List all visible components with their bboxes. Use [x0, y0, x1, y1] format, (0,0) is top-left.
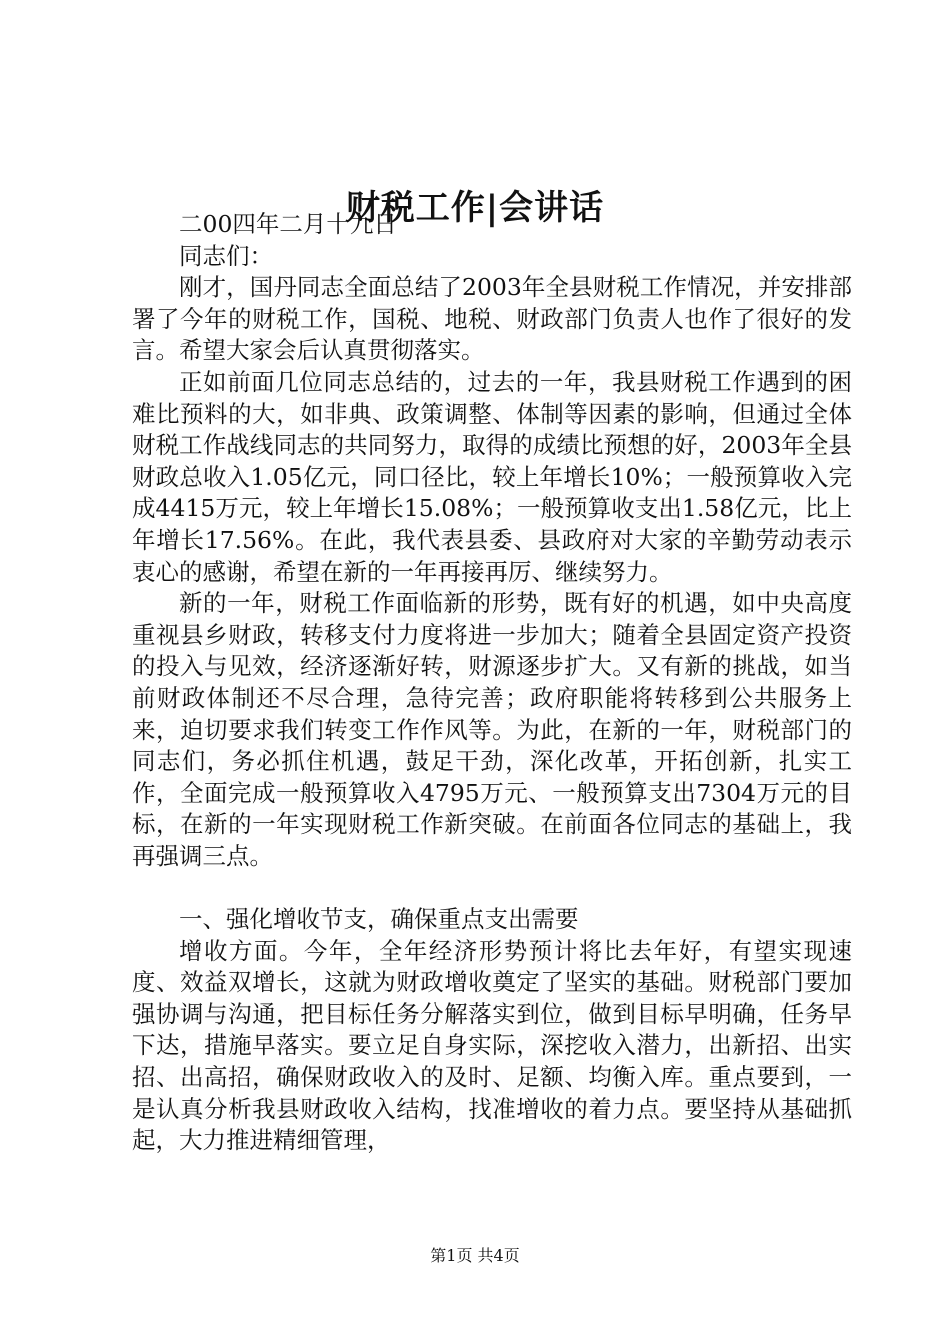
- body-paragraph: 正如前面几位同志总结的，过去的一年，我县财税工作遇到的困难比预料的大，如非典、政策调整、体制等因素的影响，但通过全体财税工作战线同志的共同努力，取得的成绩比预想的好，2003年全县财政总收入1.05亿元，同口径比，较上年增长10%；一般预算收入完成4415万元，较上年增长15.08%；一般预算收支出1.58亿元，比上年增长17.56%。在此，我代表县委、县政府对大家的辛勤劳动表示衷心的感谢，希望在新的一年再接再厉、继续努力。: [132, 367, 852, 586]
- document-title: 财税工作|会讲话: [345, 188, 605, 228]
- body-paragraph: 刚才，国丹同志全面总结了2003年全县财税工作情况，并安排部署了今年的财税工作，国税、地税、财政部门负责人也作了很好的发言。希望大家会后认真贯彻落实。: [132, 273, 852, 365]
- body-paragraph: 新的一年，财税工作面临新的形势，既有好的机遇，如中央高度重视县乡财政，转移支付力度将进一步加大；随着全县固定资产投资的投入与见效，经济逐渐好转，财源逐步扩大。又有新的挑战，如当前财政体制还不尽合理，急待完善；政府职能将转移到公共服务上来，迫切要求我们转变工作作风等。为此，在新的一年，财税部门的同志们，务必抓住机遇，鼓足干劲，深化改革，开拓创新，扎实工作，全面完成一般预算收入4795万元、一般预算支出7304万元的目标，在新的一年实现财税工作新突破。在前面各位同志的基础上，我再强调三点。: [132, 589, 852, 870]
- body-paragraph: 增收方面。今年，全年经济形势预计将比去年好，有望实现速度、效益双增长，这就为财政增收奠定了坚实的基础。财税部门要加强协调与沟通，把目标任务分解落实到位，做到目标早明确，任务早下达，措施早落实。要立足自身实际，深挖收入潜力，出新招、出实招、出高招，确保财政收入的及时、足额、均衡入库。重点要到，一是认真分析我县财政收入结构，找准增收的着力点。要坚持从基础抓起，大力推进精细管理，: [132, 936, 852, 1155]
- page-footer: 第1页 共4页: [430, 1246, 520, 1265]
- document-body: [132, 209, 852, 1157]
- salutation: 同志们：: [179, 241, 273, 270]
- speech-date: 二00四年二月十九日: [179, 210, 397, 238]
- section-heading: 一、强化增收节支，确保重点支出需要: [179, 905, 579, 934]
